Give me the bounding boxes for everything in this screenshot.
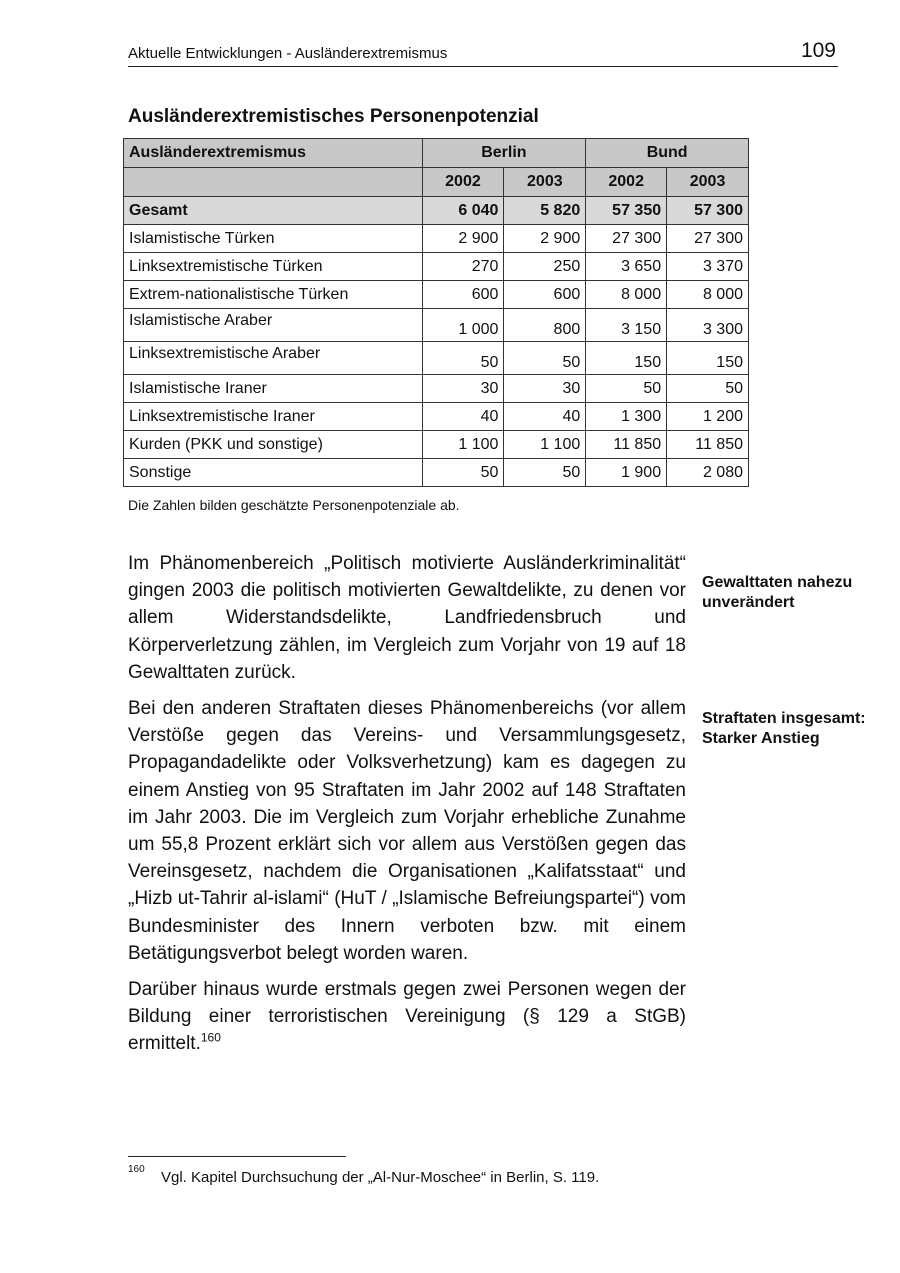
cell-value: 1 100 (504, 431, 586, 459)
cell-value: 600 (422, 281, 504, 309)
row-label: Extrem-nationalistische Türken (124, 281, 423, 309)
cell-value: 50 (504, 459, 586, 487)
table-row (124, 253, 749, 281)
row-label: Islamistische Iraner (124, 375, 423, 403)
cell-value: 270 (422, 253, 504, 281)
cell-value: 40 (504, 403, 586, 431)
table-row (124, 459, 749, 487)
margin-note-straftaten: Straftaten insgesamt: Starker Anstieg (702, 710, 866, 747)
table-row (124, 281, 749, 309)
page-header (128, 38, 838, 67)
table-title: Ausländerextremistisches Personenpotenzial (128, 106, 539, 127)
paragraph-3-text: Darüber hinaus wurde erstmals gegen zwei Personen wegen der Bildung einer terroristischen Vereinigung (§ 129 a StGB) ermittelt. (128, 979, 686, 1055)
cell-value: 50 (504, 342, 586, 375)
cell-value: 1 000 (422, 309, 504, 342)
table-row-total (124, 197, 749, 225)
paragraph-2: Bei den anderen Straftaten dieses Phänomenbereichs (vor allem Verstöße gegen das Vereins- und Versammlungsgesetz, Propagandadelikte oder Volksverhetzung) kam es dagegen zu einem Anstieg von 95 Straftaten im Jahr 2002 auf 148 Straftaten im Jahr 2003. Die im Vergleich zum Vorjahr erhebliche Zunahme um 55,8 Prozent erklärt sich vor allem aus Verstößen gegen das Vereinsgesetz, nachdem die Organisationen „Kalifatsstaat“ und „Hizb ut-Tahrir al-islami“ (HuT / „Islamische Befreiungspartei“) vom Bundesminister des Innern verboten bzw. mit einem Betätigungsverbot belegt worden waren. (128, 698, 686, 964)
cell-value: 3 300 (667, 309, 749, 342)
table-row (124, 403, 749, 431)
table-row (124, 225, 749, 253)
table-header-row (124, 139, 749, 168)
cell-value: 50 (422, 459, 504, 487)
cell-value: 6 040 (422, 197, 504, 225)
row-label: Linksextremistische Iraner (124, 403, 423, 431)
table-note: Die Zahlen bilden geschätzte Personenpotenziale ab. (128, 497, 460, 513)
cell-value: 1 200 (667, 403, 749, 431)
cell-value: 11 850 (586, 431, 667, 459)
cell-value: 30 (504, 375, 586, 403)
row-label: Islamistische Araber (124, 309, 423, 342)
cell-value: 1 900 (586, 459, 667, 487)
cell-value: 3 150 (586, 309, 667, 342)
margin-note-gewalttaten: Gewalttaten nahezu unverändert (702, 574, 853, 611)
table-row (124, 342, 749, 375)
group-header-berlin: Berlin (422, 139, 586, 168)
footnote-reference[interactable]: 160 (200, 1031, 221, 1046)
cell-value: 250 (504, 253, 586, 281)
cell-value: 1 100 (422, 431, 504, 459)
cell-value: 30 (422, 375, 504, 403)
cell-value: 57 350 (586, 197, 667, 225)
column-header-label: Ausländerextremismus (124, 139, 423, 168)
cell-value: 1 300 (586, 403, 667, 431)
table-row (124, 309, 749, 342)
cell-value: 5 820 (504, 197, 586, 225)
footnote-text: Vgl. Kapitel Durchsuchung der „Al-Nur-Moschee“ in Berlin, S. 119. (161, 1169, 600, 1186)
empty-header-cell (124, 168, 423, 197)
row-label: Kurden (PKK und sonstige) (124, 431, 423, 459)
running-header-title: Aktuelle Entwicklungen - Ausländerextremismus (128, 45, 448, 62)
table-row (124, 375, 749, 403)
cell-value: 2 900 (422, 225, 504, 253)
cell-value: 57 300 (667, 197, 749, 225)
cell-value: 3 650 (586, 253, 667, 281)
cell-value: 50 (667, 375, 749, 403)
year-header: 2002 (422, 168, 504, 197)
cell-value: 50 (422, 342, 504, 375)
cell-value: 50 (586, 375, 667, 403)
row-label: Sonstige (124, 459, 423, 487)
row-label: Islamistische Türken (124, 225, 423, 253)
cell-value: 2 900 (504, 225, 586, 253)
cell-value: 8 000 (667, 281, 749, 309)
cell-value: 150 (586, 342, 667, 375)
cell-value: 600 (504, 281, 586, 309)
row-label: Linksextremistische Araber (124, 342, 423, 375)
cell-value: 800 (504, 309, 586, 342)
paragraph-3 (128, 976, 686, 1058)
cell-value: 11 850 (667, 431, 749, 459)
year-header: 2002 (586, 168, 667, 197)
year-header: 2003 (504, 168, 586, 197)
page-number: 109 (800, 39, 836, 62)
year-header: 2003 (667, 168, 749, 197)
personenpotenzial-table (123, 138, 749, 487)
cell-value: 2 080 (667, 459, 749, 487)
row-label: Linksextremistische Türken (124, 253, 423, 281)
body-text (128, 550, 686, 1067)
table-row (124, 431, 749, 459)
table-year-row (124, 168, 749, 197)
cell-value: 27 300 (586, 225, 667, 253)
footnote-divider (128, 1156, 346, 1157)
cell-value: 40 (422, 403, 504, 431)
cell-value: 150 (667, 342, 749, 375)
cell-value: 8 000 (586, 281, 667, 309)
row-label: Gesamt (124, 197, 423, 225)
cell-value: 27 300 (667, 225, 749, 253)
group-header-bund: Bund (586, 139, 749, 168)
cell-value: 3 370 (667, 253, 749, 281)
paragraph-1: Im Phänomenbereich „Politisch motivierte Ausländerkriminalität“ gingen 2003 die politisch motivierten Gewaltdelikte, zu denen vor allem Widerstandsdelikte, Landfriedensbruch und Körperverletzung zählen, im Vergleich zum Vorjahr von 19 auf 18 Gewalttaten zurück. (128, 553, 686, 683)
footnote-number: 160 (128, 1164, 145, 1175)
